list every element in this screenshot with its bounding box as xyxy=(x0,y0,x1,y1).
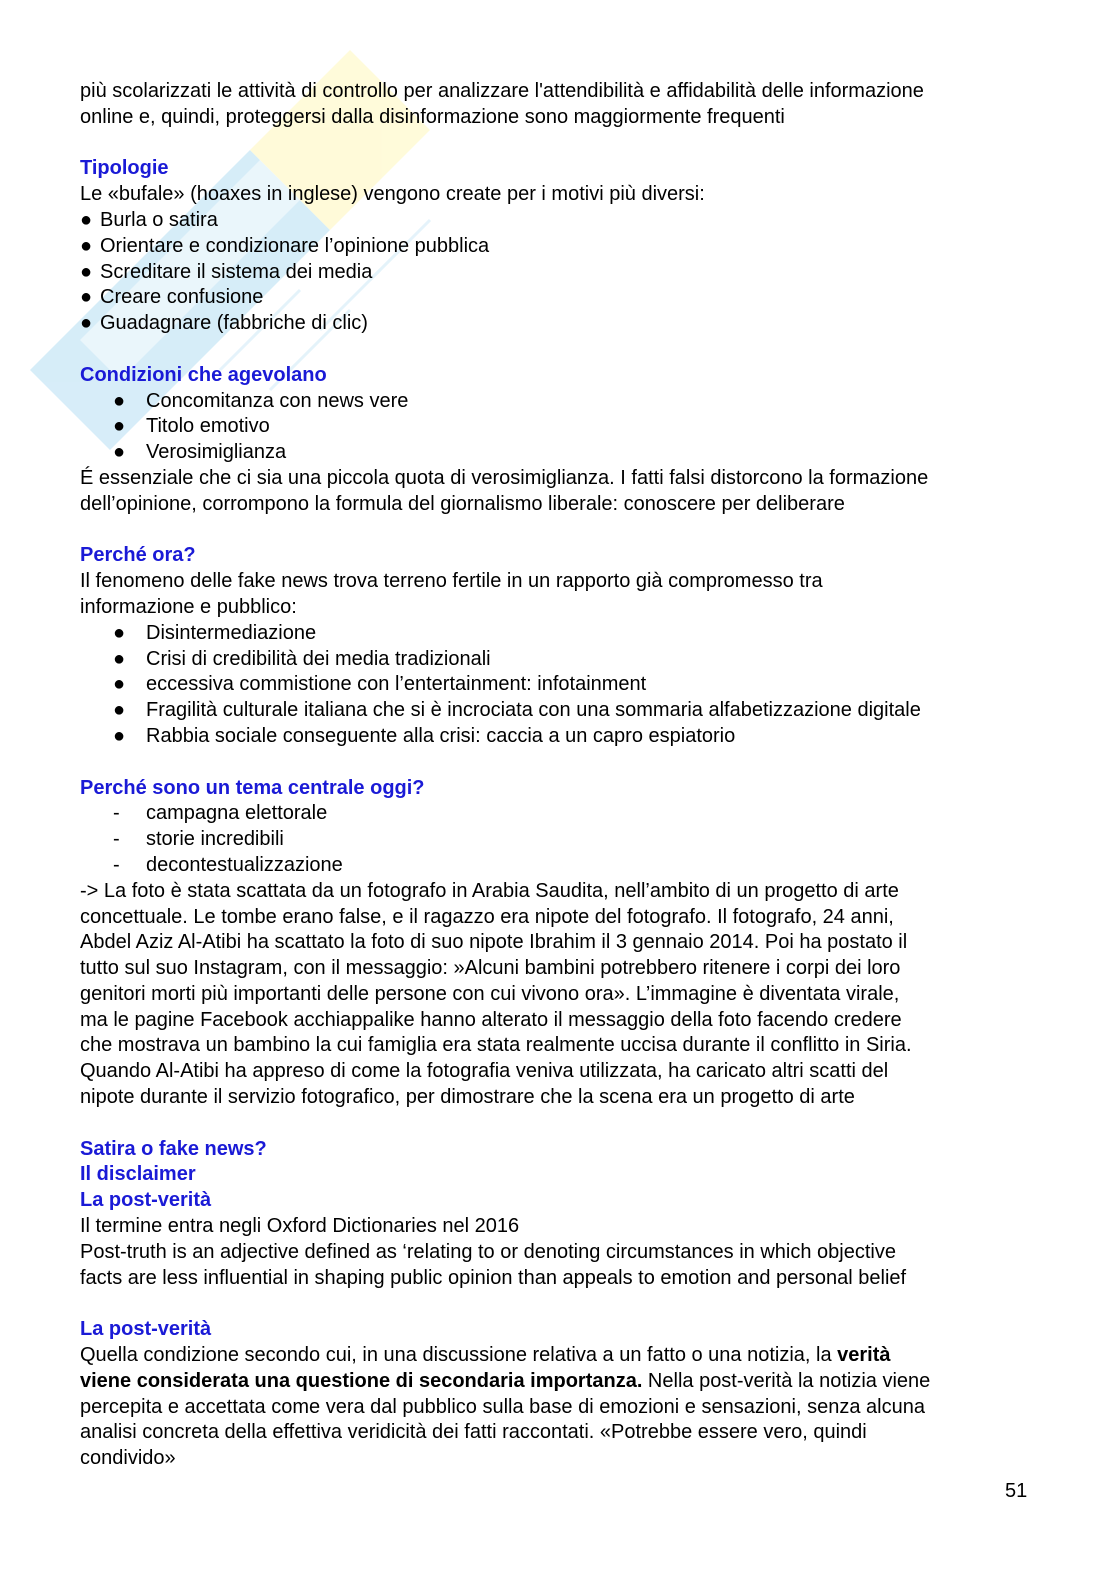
list-item: ● Creare confusione xyxy=(80,285,1040,311)
list-item: ● Crisi di credibilità dei media tradizionali xyxy=(80,647,1040,673)
dash-icon: - xyxy=(113,802,120,825)
section-tema-centrale xyxy=(80,776,1040,1111)
list-item: - storie incredibili xyxy=(80,827,1040,853)
text-line: nipote durante il servizio fotografico, per dimostrare che la scena era un progetto di arte xyxy=(80,1086,855,1109)
bullet-icon: ● xyxy=(113,724,126,747)
page-number: 51 xyxy=(1005,1480,1028,1502)
bullet-icon: ● xyxy=(80,260,93,283)
bullet-icon: ● xyxy=(113,673,126,696)
list-item: - campagna elettorale xyxy=(80,801,1040,827)
text-line: analisi concreta della effettiva veridicità dei fatti raccontati. «Potrebbe essere vero, quindi xyxy=(80,1421,867,1444)
bullet-icon: ● xyxy=(113,415,126,438)
list-item: ● Verosimiglianza xyxy=(80,440,1040,466)
list-item: ● Titolo emotivo xyxy=(80,414,1040,440)
section-heading: La post-verità xyxy=(80,1318,212,1341)
list-item: ● Fragilità culturale italiana che si è incrociata con una sommaria alfabetizzazione digitale xyxy=(80,698,1040,724)
bullet-icon: ● xyxy=(113,441,126,464)
section-post-verita xyxy=(80,1317,1040,1472)
text-line: informazione e pubblico: xyxy=(80,595,297,618)
text-line: ma le pagine Facebook acchiappalike hanno alterato il messaggio della foto facendo credere xyxy=(80,1008,902,1031)
text-line: online e, quindi, proteggersi dalla disinformazione sono maggiormente frequenti xyxy=(80,105,785,128)
section-heading: Tipologie xyxy=(80,157,169,180)
intro-paragraph xyxy=(80,79,1040,131)
text-line: concettuale. Le tombe erano false, e il ragazzo era nipote del fotografo. Il fotografo, 24 anni, xyxy=(80,905,894,928)
list-item: ● Orientare e condizionare l’opinione pubblica xyxy=(80,234,1040,260)
text-line: percepita e accettata come vera dal pubblico sulla base di emozioni e sensazioni, senza alcuna xyxy=(80,1395,925,1418)
text-line: condivido» xyxy=(80,1447,176,1470)
section-heading: La post-verità xyxy=(80,1189,212,1212)
list-item: ● Screditare il sistema dei media xyxy=(80,260,1040,286)
list-item: ● Rabbia sociale conseguente alla crisi: caccia a un capro espiatorio xyxy=(80,724,1040,750)
bullet-icon: ● xyxy=(80,234,93,257)
bullet-icon: ● xyxy=(80,286,93,309)
text-line: che mostrava un bambino la cui famiglia era stata realmente uccisa durante il conflitto in Siria. xyxy=(80,1034,912,1057)
section-heading: Perché sono un tema centrale oggi? xyxy=(80,776,425,799)
section-condizioni xyxy=(80,363,1040,518)
text-line: più scolarizzati le attività di controllo per analizzare l'attendibilità e affidabilità delle informazione xyxy=(80,80,924,102)
text-line: Quella condizione secondo cui, in una discussione relativa a un fatto o una notizia, la verità xyxy=(80,1344,891,1367)
text-line: Il fenomeno delle fake news trova terreno fertile in un rapporto già compromesso tra xyxy=(80,570,823,593)
text-line: Il termine entra negli Oxford Dictionaries nel 2016 xyxy=(80,1215,520,1238)
list-item: ● Disintermediazione xyxy=(80,621,1040,647)
list-item: ● Concomitanza con news vere xyxy=(80,389,1040,415)
text-line: -> La foto è stata scattata da un fotografo in Arabia Saudita, nell’ambito di un progetto di arte xyxy=(80,879,899,902)
bullet-icon: ● xyxy=(113,699,126,722)
text-line: facts are less influential in shaping public opinion than appeals to emotion and personal belief xyxy=(80,1266,907,1289)
text-line: Abdel Aziz Al-Atibi ha scattato la foto di suo nipote Ibrahim il 3 gennaio 2014. Poi ha postato il xyxy=(80,931,908,954)
list-item: - decontestualizzazione xyxy=(80,853,1040,879)
text-line: genitori morti più importanti delle persone con cui vivono ora». L’immagine è diventata virale, xyxy=(80,982,900,1005)
bullet-icon: ● xyxy=(113,647,126,670)
section-heading: Satira o fake news? xyxy=(80,1137,267,1160)
list-item: ● eccessiva commistione con l’entertainment: infotainment xyxy=(80,672,1040,698)
text-line: É essenziale che ci sia una piccola quota di verosimiglianza. I fatti falsi distorcono la formazione xyxy=(80,466,929,489)
document-page xyxy=(80,79,1040,1472)
bold-text: verità xyxy=(837,1344,891,1367)
text-line: viene considerata una questione di secondaria importanza. Nella post-verità la notizia viene xyxy=(80,1369,931,1392)
dash-icon: - xyxy=(113,828,120,851)
section-tipologie xyxy=(80,156,1040,337)
bullet-icon: ● xyxy=(113,621,126,644)
text-line: dell’opinione, corrompono la formula del giornalismo liberale: conoscere per deliberare xyxy=(80,492,845,515)
section-perche-ora xyxy=(80,543,1040,749)
text-line: Post-truth is an adjective defined as ‘relating to or denoting circumstances in which objective xyxy=(80,1240,896,1263)
bold-text: viene considerata una questione di secondaria importanza. xyxy=(80,1369,643,1392)
bullet-icon: ● xyxy=(80,208,93,231)
text-line: tutto sul suo Instagram, con il messaggio: »Alcuni bambini potrebbero ritenere i corpi dei loro xyxy=(80,957,901,980)
bullet-icon: ● xyxy=(80,312,93,335)
section-heading: Il disclaimer xyxy=(80,1163,196,1186)
dash-icon: - xyxy=(113,853,120,876)
list-item: ● Guadagnare (fabbriche di clic) xyxy=(80,311,1040,337)
bullet-icon: ● xyxy=(113,389,126,412)
text-line: Le «bufale» (hoaxes in inglese) vengono create per i motivi più diversi: xyxy=(80,183,705,206)
section-heading: Condizioni che agevolano xyxy=(80,363,327,386)
section-heading: Perché ora? xyxy=(80,544,196,567)
list-item: ● Burla o satira xyxy=(80,208,1040,234)
section-post-verita-definition xyxy=(80,1137,1040,1292)
text-line: Quando Al-Atibi ha appreso di come la fotografia veniva utilizzata, ha caricato altri scatti del xyxy=(80,1060,889,1083)
